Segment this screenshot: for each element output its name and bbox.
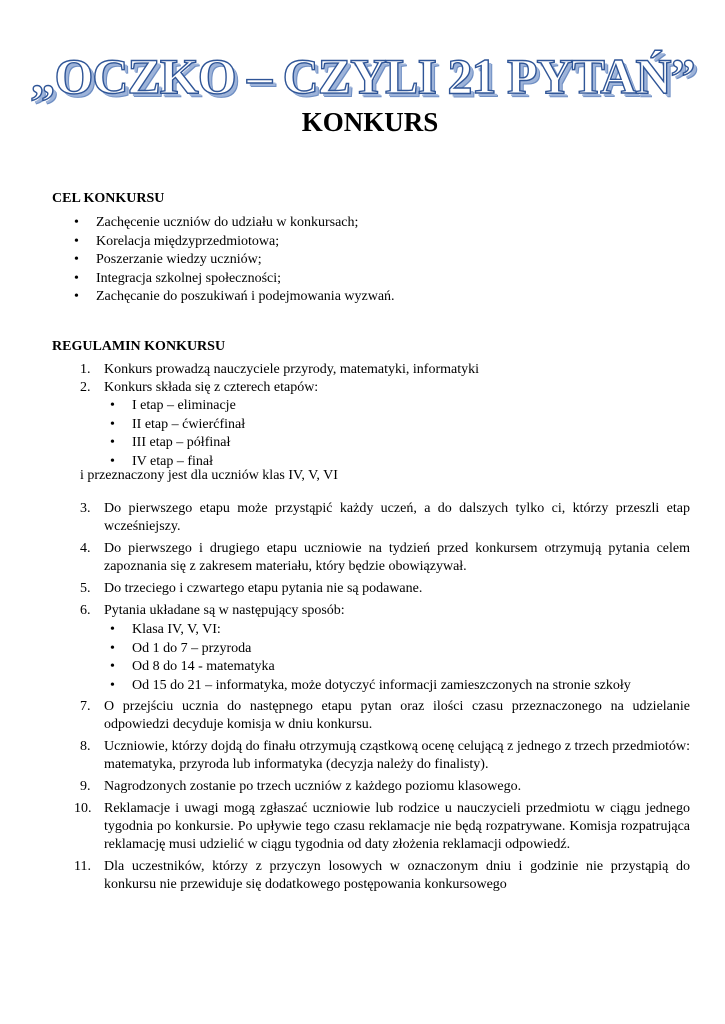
goals-list (74, 214, 395, 307)
stage-item: • II etap – ćwierćfinał (110, 416, 245, 435)
page-subtitle: KONKURS (301, 107, 439, 137)
rule-number: 6. (80, 603, 91, 618)
rule-number: 8. (80, 739, 91, 754)
rule-text: Pytania układane są w następujący sposób: (104, 603, 345, 618)
page-title: „OCZKO – CZYLI 21 PYTAŃ” (30, 48, 695, 104)
rule-item (52, 500, 690, 536)
question-layout-item: • Klasa IV, V, VI: (110, 621, 631, 640)
rule-item (52, 778, 690, 796)
rule-text: Uczniowie, którzy dojdą do finału otrzymują cząstkową ocenę celującą z jednego z trzech przedmiotów: matematyka, przyroda lub informatyka (decyzja należy do finalisty). (104, 739, 690, 772)
rule-item (52, 361, 690, 379)
rule-number: 5. (80, 581, 91, 596)
goal-item: • Korelacja międzyprzedmiotowa; (74, 233, 395, 252)
question-layout-item: • Od 1 do 7 – przyroda (110, 640, 631, 659)
goal-item: • Zachęcanie do poszukiwań i podejmowania wyzwań. (74, 288, 395, 307)
rule-number: 3. (80, 501, 91, 516)
rules-heading: REGULAMIN KONKURSU (52, 339, 226, 354)
rule-text: O przejściu ucznia do następnego etapu pytan oraz ilości czasu przeznaczonego na udzielanie odpowiedzi decyduje komisja w dniu konkursu. (104, 699, 690, 732)
goal-item: • Zachęcenie uczniów do udziału w konkursach; (74, 214, 395, 233)
rule-item (52, 540, 690, 576)
rule-text: Do pierwszego i drugiego etapu uczniowie na tydzień przed konkursem otrzymują pytania celem zapoznania się z zakresem materiału, który będzie obowiązywał. (104, 541, 690, 574)
rule-text: Dla uczestników, którzy z przyczyn losowych w oznaczonym dniu i godzinie nie przystąpią do konkursu nie przewiduje się dodatkowego postępowania konkursowego (104, 859, 690, 892)
rule-text: Reklamacje i uwagi mogą zgłaszać uczniowie lub rodzice u nauczycieli przedmiotu w ciągu jednego tygodnia po konkursie. Po upływie tego czasu reklamacje nie będą rozpatrywane. Komisja rozpatrująca reklamację musi udzielić w ciągu tygodnia od daty złożenia reklamacji odpowiedź. (104, 801, 690, 852)
goals-heading: CEL KONKURSU (52, 191, 165, 206)
rule-number: 4. (80, 541, 91, 556)
rule-item (52, 698, 690, 734)
target-audience: i przeznaczony jest dla uczniów klas IV, V, VI (80, 468, 338, 483)
question-layout-list (110, 621, 631, 695)
question-layout-item: • Od 8 do 14 - matematyka (110, 658, 631, 677)
rule-text: Do trzeciego i czwartego etapu pytania nie są podawane. (104, 581, 423, 596)
rule-number: 7. (80, 699, 91, 714)
stages-list (110, 397, 245, 471)
rule-item (52, 858, 690, 894)
rule-item (52, 602, 690, 620)
rule-item (52, 800, 690, 854)
question-layout-item: • Od 15 do 21 – informatyka, może dotyczyć informacji zamieszczonych na stronie szkoły (110, 677, 631, 696)
stage-item: • III etap – półfinał (110, 434, 245, 453)
rule-number: 9. (80, 779, 91, 794)
stage-item: • I etap – eliminacje (110, 397, 245, 416)
rule-text: Do pierwszego etapu może przystąpić każdy uczeń, a do dalszych tylko ci, którzy przeszli etap wcześniejszy. (104, 501, 690, 534)
goal-item: • Integracja szkolnej społeczności; (74, 270, 395, 289)
goal-item: • Poszerzanie wiedzy uczniów; (74, 251, 395, 270)
rules-list-a (52, 361, 690, 397)
rule-item (52, 379, 690, 397)
stage-item: • IV etap – finał (110, 453, 245, 472)
rule-number: 10. (74, 801, 92, 816)
rule-number: 11. (74, 859, 91, 874)
rule-item (52, 738, 690, 774)
rules-list-c (52, 698, 690, 894)
rule-number: 1. (80, 362, 91, 377)
rules-list-b (52, 500, 690, 620)
rule-number: 2. (80, 380, 91, 395)
rule-text: Nagrodzonych zostanie po trzech uczniów z każdego poziomu klasowego. (104, 779, 522, 794)
rule-text: Konkurs składa się z czterech etapów: (104, 380, 319, 395)
rule-item (52, 580, 690, 598)
rule-text: Konkurs prowadzą nauczyciele przyrody, matematyki, informatyki (104, 362, 480, 377)
